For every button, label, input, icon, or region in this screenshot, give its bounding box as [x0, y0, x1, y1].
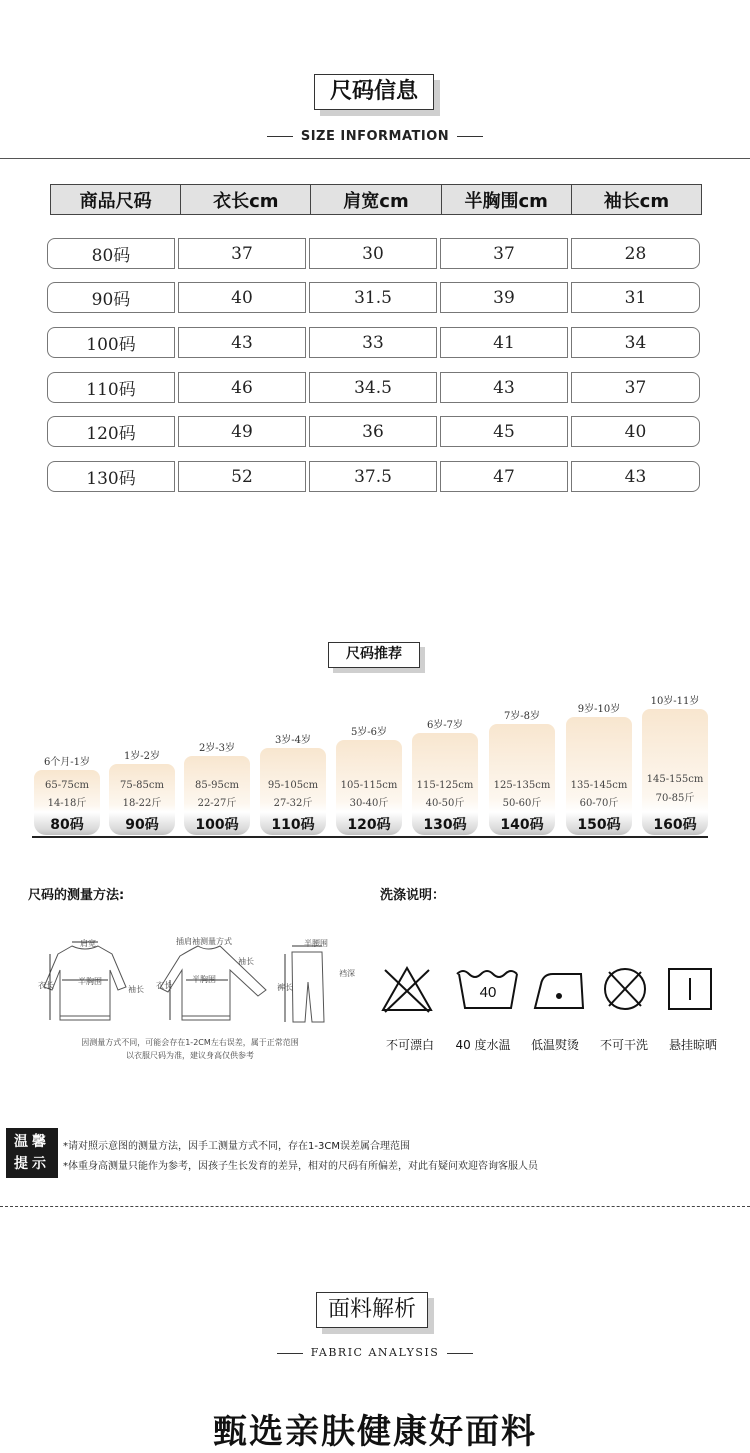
wash-temp-badge: 40 — [479, 984, 497, 1001]
bar-weight-label: 60-70斤 — [579, 798, 619, 809]
table-row — [47, 461, 700, 492]
bar-size-pill: 140码 — [489, 812, 555, 835]
wash-label: 40 度水温 — [455, 1038, 511, 1052]
tip-line-1: *请对照示意图的测量方法，因手工测量方式不同，存在1-3CM误差属合理范围 — [63, 1141, 410, 1152]
table-cell: 37 — [571, 372, 700, 403]
bar-age-label: 1岁-2岁 — [123, 751, 161, 762]
table-row — [47, 238, 700, 269]
bar-height-label: 115-125cm — [416, 780, 474, 791]
chart-baseline — [32, 836, 708, 838]
recommend-title: 尺码推荐 — [328, 642, 420, 668]
bar-size-pill: 100码 — [184, 812, 250, 835]
table-cell: 34 — [571, 327, 700, 358]
table-cell: 40 — [178, 282, 306, 313]
table-cell: 31.5 — [309, 282, 437, 313]
bar-weight-label: 50-60斤 — [502, 798, 542, 809]
table-row — [47, 327, 700, 358]
shoulder-label: 肩宽 — [80, 939, 96, 948]
size-info-title: 尺码信息 — [314, 74, 434, 110]
header-cell: 肩宽cm — [311, 185, 441, 214]
table-cell: 49 — [178, 416, 306, 447]
table-cell: 52 — [178, 461, 306, 492]
bar-weight-label: 70-85斤 — [655, 793, 695, 804]
table-cell: 33 — [309, 327, 437, 358]
bar-size-pill: 80码 — [34, 812, 100, 835]
bar-size-pill: 160码 — [642, 812, 708, 835]
table-cell: 43 — [178, 327, 306, 358]
table-cell: 37 — [178, 238, 306, 269]
table-cell: 34.5 — [309, 372, 437, 403]
bar-age-label: 9岁-10岁 — [577, 704, 621, 715]
table-cell: 39 — [440, 282, 568, 313]
table-cell: 40 — [571, 416, 700, 447]
table-row — [47, 282, 700, 313]
bar-age-label: 3岁-4岁 — [274, 735, 312, 746]
table-row — [47, 416, 700, 447]
half-chest-label: 半胸围 — [78, 977, 102, 986]
header-cell: 衣长cm — [181, 185, 311, 214]
table-cell: 100码 — [47, 327, 175, 358]
table-cell: 37 — [440, 238, 568, 269]
table-cell: 36 — [309, 416, 437, 447]
header-cell: 商品尺码 — [51, 185, 181, 214]
bar-height-label: 95-105cm — [267, 780, 319, 791]
no-dry-clean-icon — [605, 969, 645, 1009]
section-divider — [0, 1206, 750, 1207]
size-table-header — [50, 184, 702, 215]
bar-size-pill: 120码 — [336, 812, 402, 835]
sleeve2-label: 袖长 — [238, 957, 254, 966]
table-cell: 80码 — [47, 238, 175, 269]
wash-label: 低温熨烫 — [530, 1038, 579, 1052]
tips-badge-line1: 温馨 — [14, 1134, 50, 1150]
table-cell: 41 — [440, 327, 568, 358]
length2-label: 衣长 — [156, 981, 172, 990]
bar-height-label: 105-115cm — [340, 780, 398, 791]
measure-note-1: 因测量方式不同，可能会存在1-2CM左右误差，属于正常范围 — [81, 1038, 299, 1047]
tips-badge — [6, 1128, 58, 1178]
half-chest2-label: 半胸围 — [192, 975, 216, 984]
bar-size-pill: 130码 — [412, 812, 478, 835]
table-cell: 30 — [309, 238, 437, 269]
table-cell: 47 — [440, 461, 568, 492]
bar-height-label: 125-135cm — [493, 780, 551, 791]
pants-length-label: 裤长 — [277, 983, 293, 992]
bar-size-pill: 90码 — [109, 812, 175, 835]
header-cell: 袖长cm — [603, 190, 670, 212]
hang-dry-icon — [669, 969, 711, 1009]
table-cell: 46 — [178, 372, 306, 403]
bar-size-pill: 110码 — [260, 812, 326, 835]
waist-label: 半腰围 — [304, 939, 328, 948]
table-cell: 110码 — [47, 372, 175, 403]
tips-badge-line2: 提示 — [14, 1156, 50, 1172]
table-cell: 45 — [440, 416, 568, 447]
bar-age-label: 7岁-8岁 — [503, 711, 541, 722]
wash-label: 悬挂晾晒 — [668, 1038, 717, 1052]
header-cell: 半胸围cm — [442, 185, 572, 214]
measure-title: 尺码的测量方法: — [28, 888, 125, 903]
wash-title: 洗涤说明： — [380, 888, 446, 903]
wash-label: 不可漂白 — [385, 1038, 434, 1052]
wash-icons — [377, 960, 722, 1016]
bar-height-label: 145-155cm — [646, 774, 704, 785]
bar-age-label: 6岁-7岁 — [426, 720, 464, 731]
size-info-subtitle: SIZE INFORMATION — [0, 129, 750, 144]
bar-height-label: 75-85cm — [120, 780, 164, 791]
bar-height-label: 85-95cm — [195, 780, 239, 791]
no-bleach-icon — [383, 968, 431, 1012]
divider — [0, 158, 750, 159]
table-cell: 28 — [571, 238, 700, 269]
bar-size-pill: 150码 — [566, 812, 632, 835]
bar-age-label: 5岁-6岁 — [350, 727, 388, 738]
fabric-headline: 甄选亲肤健康好面料 — [213, 1412, 537, 1452]
bar-weight-label: 18-22斤 — [122, 798, 162, 809]
fabric-title: 面料解析 — [316, 1292, 428, 1328]
measure-note-2: 以衣服尺码为准，建议身高仅供参考 — [126, 1051, 254, 1060]
table-cell: 130码 — [47, 461, 175, 492]
bar-age-label: 2岁-3岁 — [198, 743, 236, 754]
table-row — [47, 372, 700, 403]
table-cell: 120码 — [47, 416, 175, 447]
bar-weight-label: 30-40斤 — [349, 798, 389, 809]
fabric-subtitle: FABRIC ANALYSIS — [0, 1346, 750, 1359]
table-cell: 37.5 — [309, 461, 437, 492]
table-cell: 43 — [440, 372, 568, 403]
length-label: 衣长 — [38, 981, 54, 990]
bar-height-label: 135-145cm — [570, 780, 628, 791]
sleeve-label: 袖长 — [128, 985, 144, 994]
raglan-title: 插肩袖测量方式 — [176, 937, 232, 946]
bar-age-label: 6个月-1岁 — [43, 757, 91, 768]
bar-weight-label: 14-18斤 — [47, 798, 87, 809]
table-cell: 43 — [571, 461, 700, 492]
low-iron-icon — [535, 974, 583, 1008]
table-cell: 31 — [571, 282, 700, 313]
tip-line-2: *体重身高测量只能作为参考，因孩子生长发育的差异，相对的尺码有所偏差，对此有疑问欢迎咨询客服人员 — [63, 1161, 538, 1172]
crotch-label: 裆深 — [339, 969, 355, 978]
bar-weight-label: 22-27斤 — [197, 798, 237, 809]
bar-height-label: 65-75cm — [45, 780, 89, 791]
bar-age-label: 10岁-11岁 — [650, 696, 700, 707]
bar-weight-label: 40-50斤 — [425, 798, 465, 809]
bar-weight-label: 27-32斤 — [273, 798, 313, 809]
table-cell: 90码 — [47, 282, 175, 313]
wash-label: 不可干洗 — [599, 1038, 648, 1052]
